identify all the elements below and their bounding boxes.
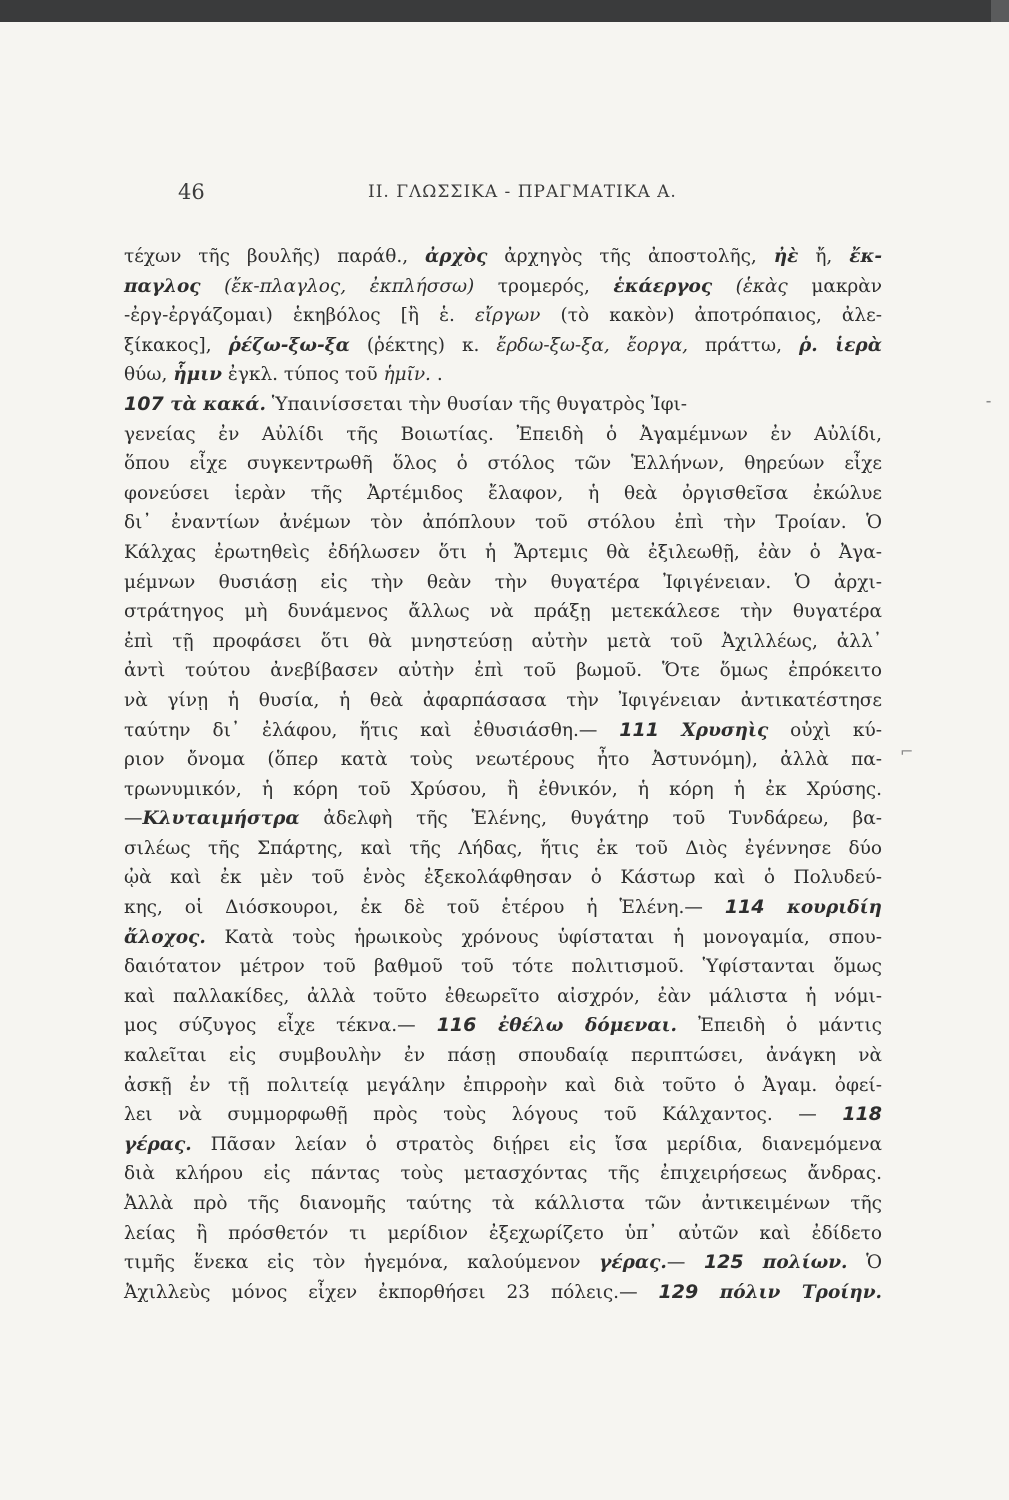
lemma-term: ἀρχὸς — [425, 246, 488, 267]
text-segment: Ὑπαινίσσεται τὴν θυσίαν τῆς θυγατρὸς Ἰφι- — [265, 393, 688, 415]
text-line — [124, 1100, 882, 1130]
text-line — [124, 479, 882, 509]
text-segment: (ἑκὰς — [712, 275, 788, 297]
text-line — [124, 627, 882, 657]
text-segment: ξίκακος], — [124, 334, 229, 356]
text-segment: μέμνων θυσιάσῃ εἰς τὴν θεὰν τὴν θυγατέρα Ἰφιγένειαν. Ὁ ἀρχι- — [124, 571, 882, 593]
text-segment: ἀρχηγὸς τῆς ἀποστολῆς, — [487, 246, 774, 267]
lemma-term: ἔκ- — [849, 246, 882, 267]
verse-number: 118 — [842, 1103, 882, 1126]
text-segment: ᾠὰ καὶ ἐκ μὲν τοῦ ἑνὸς ἐξεκολάφθησαν ὁ Κάστωρ καὶ ὁ Πολυδεύ- — [124, 867, 882, 889]
text-segment: τρομερός, — [474, 275, 614, 297]
text-line — [124, 1278, 882, 1308]
commentary-text — [124, 242, 882, 1307]
lemma-term: ἄλοχος. — [124, 926, 206, 948]
text-segment: . — [430, 364, 443, 386]
margin-mark: ⌐ — [900, 742, 914, 761]
text-segment: καὶ παλλακίδες, ἀλλὰ τοῦτο ἐθεωρεῖτο αἰσχρόν, ἐὰν μάλιστα ἡ νόμι- — [124, 985, 882, 1007]
lemma-term: γέρας. — [599, 1252, 667, 1274]
text-line — [124, 1248, 882, 1278]
text-segment: Κατὰ τοὺς ἡρωικοὺς χρόνους ὑφίσταται ἡ μονογαμία, σπου- — [205, 926, 882, 948]
text-segment: νὰ γίνῃ ἡ θυσία, ἡ θεὰ ἀφαρπάσασα τὴν Ἰφιγένειαν ἀντικατέστησε — [124, 689, 882, 711]
text-line — [124, 272, 882, 302]
text-segment: καλεῖται εἰς συμβουλὴν ἐν πάσῃ σπουδαίᾳ περιπτώσει, ἀνάγκη νὰ — [124, 1045, 882, 1067]
text-line — [124, 568, 882, 598]
text-line — [124, 686, 882, 716]
text-segment: ἔρδω-ξω-ξα, ἔοργα, — [496, 334, 689, 356]
lemma-term: Χρυσηὶς — [658, 719, 769, 741]
text-line — [124, 508, 882, 538]
lemma-term: τὰ κακά. — [163, 393, 266, 415]
text-segment: μος σύζυγος εἶχε τέκνα.— — [124, 1015, 437, 1037]
text-segment: λείας ἢ πρόσθετόν τι μερίδιον ἐξεχωρίζετο ὑπ᾿ αὐτῶν καὶ ἐδίδετο — [124, 1222, 882, 1244]
text-segment: ἐγκλ. τύπος τοῦ — [222, 364, 384, 386]
text-line — [124, 331, 882, 361]
text-line — [124, 390, 882, 420]
text-line — [124, 1041, 882, 1071]
text-line — [124, 301, 882, 331]
lemma-term: γέρας. — [124, 1133, 192, 1155]
page-header — [0, 180, 1009, 206]
text-segment: τρωνυμικόν, ἡ κόρη τοῦ Χρύσου, ἢ ἐθνικόν, ἡ κόρη ἡ ἐκ Χρύσης. — [124, 778, 882, 800]
verse-number: 107 — [124, 392, 164, 415]
text-segment: ἀντὶ τούτου ἀνεβίβασεν αὐτὴν ἐπὶ τοῦ βωμοῦ. Ὅτε ὅμως ἐπρόκειτο — [124, 660, 882, 682]
text-segment: ὅπου εἶχε συγκεντρωθῆ ὅλος ὁ στόλος τῶν Ἑλλήνων, θηρεύων εἶχε — [124, 453, 882, 475]
verse-number: 116 — [436, 1014, 477, 1037]
text-line — [124, 1130, 882, 1160]
text-segment: εἴργων — [474, 305, 541, 327]
text-segment: σιλέως τῆς Σπάρτης, καὶ τῆς Λήδας, ἥτις ἐκ τοῦ Διὸς ἐγέννησε δύο — [124, 837, 882, 859]
text-segment: Ἀχιλλεὺς μόνος εἶχεν ἐκπορθήσει 23 πόλεις.— — [124, 1281, 659, 1303]
text-line — [124, 923, 882, 953]
text-line — [124, 420, 882, 450]
text-line — [124, 1189, 882, 1219]
lemma-term: ῥέζω-ξω-ξα — [228, 334, 350, 356]
text-line — [124, 1071, 882, 1101]
text-line — [124, 242, 882, 272]
page-number: 46 — [178, 180, 205, 204]
text-segment: ἀσκῇ ἐν τῇ πολιτείᾳ μεγάλην ἐπιρροὴν καὶ διὰ τοῦτο ὁ Ἀγαμ. ὀφεί- — [124, 1074, 882, 1096]
text-line — [124, 1159, 882, 1189]
text-segment: -ἐργ-ἐργάζομαι) ἑκηβόλος [ἢ ἑ. — [124, 305, 475, 327]
verse-number: 111 — [619, 718, 659, 741]
text-segment: τιμῆς ἕνεκα εἰς τὸν ἡγεμόνα, καλούμενον — [124, 1252, 600, 1274]
text-segment: μακρὰν — [787, 275, 883, 297]
text-segment: τέχων τῆς βουλῆς) παράθ., — [124, 246, 426, 267]
text-segment: (τὸ κακὸν) ἀποτρόπαιος, ἀλε- — [540, 305, 882, 327]
verse-number: 114 — [724, 896, 765, 919]
text-segment: δαιότατον μέτρον τοῦ βαθμοῦ τοῦ τότε πολιτισμοῦ. Ὑφίστανται ὅμως — [124, 956, 882, 978]
text-segment: στράτηγος μὴ δυνάμενος ἄλλως νὰ πράξῃ μετεκάλεσε τὴν θυγατέρα — [124, 601, 882, 623]
top-dark-strip — [0, 0, 1009, 22]
text-segment: ἐπὶ τῇ προφάσει ὅτι θὰ μνηστεύσῃ αὐτὴν μετὰ τοῦ Ἀχιλλέως, ἀλλ᾿ — [124, 630, 882, 652]
text-line — [124, 538, 882, 568]
text-segment: οὐχὶ κύ- — [768, 719, 882, 741]
text-line — [124, 863, 882, 893]
text-segment: ἤ, — [798, 246, 850, 267]
text-segment: — — [124, 808, 143, 830]
text-line — [124, 893, 882, 923]
text-segment: — — [666, 1252, 704, 1274]
text-segment: Κάλχας ἐρωτηθεὶς ἐδήλωσεν ὅτι ἡ Ἄρτεμις θὰ ἐξιλεωθῇ, ἐὰν ὁ Ἀγα- — [124, 541, 882, 563]
text-segment: ριον ὄνομα (ὅπερ κατὰ τοὺς νεωτέρους ἦτο Ἀστυνόμη), ἀλλὰ πα- — [124, 749, 882, 771]
text-line — [124, 449, 882, 479]
lemma-term: ἧμιν — [173, 364, 223, 386]
lemma-term: παγλος — [124, 275, 201, 297]
text-line — [124, 804, 882, 834]
text-line — [124, 834, 882, 864]
verse-number: 125 — [703, 1251, 744, 1274]
text-line — [124, 360, 882, 390]
lemma-term: πόλιν Τροίην. — [698, 1281, 882, 1303]
text-line — [124, 952, 882, 982]
text-segment: δι᾿ ἐναντίων ἀνέμων τὸν ἀπόπλουν τοῦ στόλου ἐπὶ τὴν Τροίαν. Ὁ — [124, 512, 882, 534]
margin-mark: ⁃ — [985, 395, 992, 411]
text-segment: ἀδελφὴ τῆς Ἑλένης, θυγάτηρ τοῦ Τυνδάρεω, βα- — [299, 808, 882, 830]
lemma-term: ἠὲ — [773, 246, 799, 267]
lemma-term: κουριδίη — [764, 897, 882, 919]
lemma-term: ἐθέλω δόμεναι. — [476, 1015, 677, 1037]
text-segment: ταύτην δι᾿ ἐλάφου, ἥτις καὶ ἐθυσιάσθη.— — [124, 719, 620, 741]
text-segment: Ὁ — [847, 1252, 883, 1274]
text-segment: πράττω, — [688, 334, 799, 356]
text-segment: Πᾶσαν λείαν ὁ στρατὸς διῄρει εἰς ἴσα μερίδια, διανεμόμενα — [191, 1133, 882, 1155]
text-line — [124, 982, 882, 1012]
text-line — [124, 1011, 882, 1041]
text-line — [124, 1219, 882, 1249]
top-strip-notch — [991, 0, 1009, 22]
running-head: II. ΓΛΩΣΣΙΚΑ - ΠΡΑΓΜΑΤΙΚΑ Α. — [368, 182, 677, 202]
text-line — [124, 597, 882, 627]
text-segment: Ἀλλὰ πρὸ τῆς διανομῆς ταύτης τὰ κάλλιστα τῶν ἀντικειμένων τῆς — [124, 1193, 882, 1214]
text-segment: (ἔκ-πλαγλος, ἐκπλήσσω) — [200, 275, 475, 297]
text-line — [124, 656, 882, 686]
text-line — [124, 775, 882, 805]
text-segment: λει νὰ συμμορφωθῇ πρὸς τοὺς λόγους τοῦ Κάλχαντος. — — [124, 1104, 843, 1126]
lemma-term: πολίων. — [743, 1252, 848, 1274]
lemma-term: ἑκάεργος — [613, 275, 713, 297]
text-line — [124, 745, 882, 775]
text-segment: γενείας ἐν Αὐλίδι τῆς Βοιωτίας. Ἐπειδὴ ὁ Ἀγαμέμνων ἐν Αὐλίδι, — [124, 423, 882, 445]
text-segment: φονεύσει ἱερὰν τῆς Ἀρτέμιδος ἔλαφον, ἡ θεὰ ὀργισθεῖσα ἐκώλυε — [124, 482, 882, 504]
text-segment: Ἐπειδὴ ὁ μάντις — [677, 1015, 882, 1037]
text-segment: (ῥέκτης) κ. — [349, 334, 497, 356]
text-segment: διὰ κλήρου εἰς πάντας τοὺς μετασχόντας τῆς ἐπιχειρήσεως ἄνδρας. — [124, 1163, 882, 1185]
lemma-term: ῥ. ἱερὰ — [798, 334, 882, 356]
text-segment: κης, οἱ Διόσκουροι, ἐκ δὲ τοῦ ἑτέρου ἡ Ἑλένη.— — [124, 897, 725, 919]
text-segment: ἡμῖν. — [383, 364, 431, 386]
text-segment: θύω, — [124, 364, 174, 386]
lemma-term: Κλυταιμήστρα — [142, 808, 300, 830]
verse-number: 129 — [658, 1280, 699, 1303]
text-line — [124, 716, 882, 746]
